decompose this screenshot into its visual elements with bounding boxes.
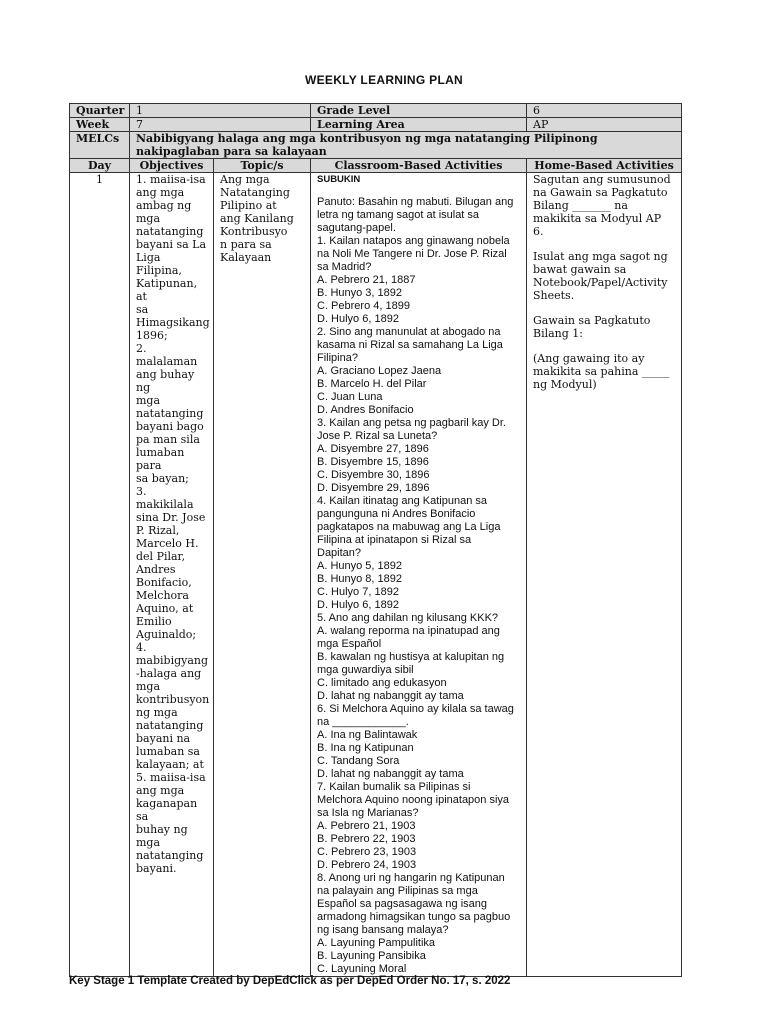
header-topics: Topic/s [214, 159, 311, 173]
grade-level-label: Grade Level [311, 104, 527, 118]
text-line: kaganapan sa [136, 797, 198, 823]
text-line: mga [136, 836, 161, 849]
text-line: sa bayan; [136, 472, 189, 485]
header-home-activities: Home-Based Activities [527, 159, 682, 173]
text-line: del Pilar, [136, 550, 186, 563]
text-line: Español sa pagsasagawa ng isang [317, 898, 488, 910]
text-line: kalayaan; at [136, 758, 204, 771]
text-line: 2. Sino ang manunulat at abogado na [317, 326, 501, 338]
text-line: Pilipino at [220, 199, 277, 212]
text-line: Ang mga [220, 173, 270, 186]
grade-level-value: 6 [527, 104, 682, 118]
text-line: ang buhay ng [136, 368, 195, 394]
text-line: makikita sa pahina _____ [533, 365, 670, 378]
text-line: B. Layuning Pansibika [317, 950, 426, 962]
text-line: B. Hunyo 3, 1892 [317, 287, 403, 299]
text-line: A. Disyembre 27, 1896 [317, 443, 429, 455]
text-line: 5. Ano ang dahilan ng kilusang KKK? [317, 612, 499, 624]
text-line: C. Juan Luna [317, 391, 383, 403]
text-line: A. Pebrero 21, 1903 [317, 820, 416, 832]
text-line: Isulat ang mga sagot ng [533, 250, 668, 263]
text-line: 5. maiisa-isa [136, 771, 206, 784]
text-line: na Noli Me Tangere ni Dr. Jose P. Rizal [317, 248, 507, 260]
text-line: Marcelo H. [136, 537, 199, 550]
text-line: Jose P. Rizal sa Luneta? [317, 430, 438, 442]
text-line: 1896; [136, 329, 168, 342]
home-activities-cell [527, 173, 682, 977]
home-activity-number [533, 314, 675, 340]
topic-cell [214, 173, 311, 977]
text-line: Notebook/Papel/Activity [533, 276, 668, 289]
text-line: pagkatapos na mabuwag ang La Liga [317, 521, 501, 533]
text-line: 4. [136, 641, 147, 654]
text-line: kontribusyon [136, 693, 210, 706]
quarter-row [70, 104, 682, 118]
text-line: C. Pebrero 23, 1903 [317, 846, 417, 858]
text-line: C. Disyembre 30, 1896 [317, 469, 430, 481]
text-line: buhay ng [136, 823, 188, 836]
quarter-value: 1 [130, 104, 311, 118]
text-line: bayani na [136, 732, 191, 745]
text-line: Filipina? [317, 352, 358, 364]
template-footer: Key Stage 1 Template Created by DepEdClick as per DepEd Order No. 17, s. 2022 [69, 975, 511, 987]
text-line: na Gawain sa Pagkatuto [533, 186, 668, 199]
objectives-text [136, 173, 210, 875]
text-line: D. Pebrero 24, 1903 [317, 859, 417, 871]
text-line: Natatanging [220, 186, 290, 199]
text-line: Filipina at ipinatapon si Rizal sa [317, 534, 472, 546]
text-line: P. Rizal, [136, 524, 180, 537]
home-page-reference [533, 352, 675, 391]
text-line: A. Pebrero 21, 1887 [317, 274, 416, 286]
text-line: bayani sa La [136, 238, 207, 251]
text-line: 3. Kailan ang petsa ng pagbaril kay Dr. [317, 417, 506, 429]
text-line: B. Disyembre 15, 1896 [317, 456, 429, 468]
text-line: ang Kanilang [220, 212, 294, 225]
text-line: B. Pebrero 22, 1903 [317, 833, 416, 845]
text-line: Melchora [136, 589, 189, 602]
text-line: ang mga [136, 186, 185, 199]
text-line: B. Ina ng Katipunan [317, 742, 414, 754]
text-line: lumaban sa [136, 745, 200, 758]
text-line: letra ng tamang sagot at isulat sa [317, 209, 480, 221]
text-line: lumaban para [136, 446, 185, 472]
text-line: na palayain ang Pilipinas sa mga [317, 885, 478, 897]
header-day: Day [70, 159, 130, 173]
melcs-value: Nabibigyang halaga ang mga kontribusyon ng mga natatanging Pilipinong nakipaglaban para sa kalayaan [130, 132, 682, 159]
text-line: natatanging [136, 225, 204, 238]
text-line: 1. maiisa-isa [136, 173, 206, 186]
text-line: D. lahat ng nabanggit ay tama [317, 768, 464, 780]
text-line: ng isang bansang malaya? [317, 924, 449, 936]
text-line: sagutang-papel. [317, 222, 396, 234]
text-line: bayani bago [136, 420, 204, 433]
text-line: natatanging [136, 849, 204, 862]
text-line: C. Layuning Moral [317, 963, 407, 975]
text-line: mga [136, 212, 161, 225]
text-line: Panuto: Basahin ng mabuti. Bilugan ang [317, 196, 514, 208]
text-line: ng Modyul) [533, 378, 597, 391]
text-line: 8. Anong uri ng hangarin ng Katipunan [317, 872, 505, 884]
week-label: Week [70, 118, 130, 132]
objectives-cell [130, 173, 214, 977]
text-line: -halaga ang [136, 667, 202, 680]
text-line: bawat gawain sa [533, 263, 627, 276]
text-line: 6. Si Melchora Aquino ay kilala sa tawag [317, 703, 514, 715]
text-line: ng mga [136, 706, 178, 719]
text-line: A. walang reporma na ipinatupad ang [317, 625, 500, 637]
home-answer-note [533, 250, 675, 302]
text-line: mga Español [317, 638, 382, 650]
quarter-label: Quarter [70, 104, 130, 118]
header-objectives: Objectives [130, 159, 214, 173]
text-line: D. Hulyo 6, 1892 [317, 313, 399, 325]
text-line: 7. Kailan bumalik sa Pilipinas si [317, 781, 471, 793]
text-line: natatanging [136, 719, 204, 732]
text-line: sa Madrid? [317, 261, 372, 273]
text-line: C. Hulyo 7, 1892 [317, 586, 399, 598]
text-line: A. Ina ng Balintawak [317, 729, 418, 741]
text-line: 6. [533, 225, 544, 238]
text-line: Emilio [136, 615, 172, 628]
text-line: Sagutan ang sumusunod [533, 173, 671, 186]
text-line: Bonifacio, [136, 576, 192, 589]
text-line: mabibigyang [136, 654, 209, 667]
topic-text [220, 173, 304, 264]
week-row [70, 118, 682, 132]
text-line: Liga Filipina, [136, 251, 182, 277]
text-line: Melchora Aquino noong ipinatapon siya [317, 794, 510, 806]
text-line: armadong himagsikan tungo sa pagbuo [317, 911, 511, 923]
text-line: D. Hulyo 6, 1892 [317, 599, 399, 611]
learning-area-value: AP [527, 118, 682, 132]
text-line: Kontribusyo [220, 225, 288, 238]
text-line: Bilang 1: [533, 327, 584, 340]
quiz-questions [317, 196, 520, 976]
text-line: Katipunan, at [136, 277, 198, 303]
text-line: makikita sa Modyul AP [533, 212, 662, 225]
text-line: Aquino, at [136, 602, 194, 615]
text-line: Kalayaan [220, 251, 272, 264]
text-line: D. Disyembre 29, 1896 [317, 482, 430, 494]
text-line: D. lahat ng nabanggit ay tama [317, 690, 464, 702]
text-line: pangunguna ni Andres Bonifacio [317, 508, 476, 520]
text-line: Dapitan? [317, 547, 362, 559]
text-line: B. Marcelo H. del Pilar [317, 378, 427, 390]
text-line: kasama ni Rizal sa samahang La Liga [317, 339, 503, 351]
text-line: pa man sila [136, 433, 200, 446]
classroom-activities-cell [311, 173, 527, 977]
text-line: sa [136, 303, 149, 316]
week-value: 7 [130, 118, 311, 132]
text-line: C. limitado ang edukasyon [317, 677, 447, 689]
text-line: ambag ng [136, 199, 192, 212]
text-line: Gawain sa Pagkatuto [533, 314, 651, 327]
melcs-label: MELCs [70, 132, 130, 159]
text-line: A. Graciano Lopez Jaena [317, 365, 442, 377]
text-line: Sheets. [533, 289, 575, 302]
text-line: mga guwardiya sibil [317, 664, 414, 676]
text-line: Himagsikang [136, 316, 210, 329]
text-line: mga [136, 680, 161, 693]
text-line: A. Hunyo 5, 1892 [317, 560, 403, 572]
subukin-heading: SUBUKIN [317, 174, 361, 185]
text-line: sa Isla ng Marianas? [317, 807, 419, 819]
text-line: 4. Kailan itinatag ang Katipunan sa [317, 495, 488, 507]
text-line: Aguinaldo; [136, 628, 197, 641]
text-line: 3. makikilala [136, 485, 194, 511]
melcs-row [70, 132, 682, 159]
day-number: 1 [70, 173, 130, 977]
text-line: Bilang _______ na [533, 199, 628, 212]
page-title: WEEKLY LEARNING PLAN [304, 73, 463, 87]
text-line: bayani. [136, 862, 177, 875]
text-line: A. Layuning Pampulitika [317, 937, 436, 949]
text-line: Andres [136, 563, 176, 576]
header-classroom-activities: Classroom-Based Activities [311, 159, 527, 173]
column-header-row [70, 159, 682, 173]
text-line: ang mga [136, 784, 185, 797]
text-line: na ____________. [317, 716, 409, 728]
weekly-learning-plan-table [69, 103, 682, 977]
text-line: (Ang gawaing ito ay [533, 352, 645, 365]
text-line: D. Andres Bonifacio [317, 404, 414, 416]
home-instructions [533, 173, 675, 238]
text-line: B. kawalan ng hustisya at kalupitan ng [317, 651, 505, 663]
text-line: n para sa [220, 238, 272, 251]
day-row [70, 173, 682, 977]
text-line: mga [136, 394, 161, 407]
text-line: B. Hunyo 8, 1892 [317, 573, 403, 585]
learning-area-label: Learning Area [311, 118, 527, 132]
text-line: 2. malalaman [136, 342, 198, 368]
text-line: C. Tandang Sora [317, 755, 400, 767]
text-line: 1. Kailan natapos ang ginawang nobela [317, 235, 510, 247]
text-line: sina Dr. Jose [136, 511, 206, 524]
text-line: C. Pebrero 4, 1899 [317, 300, 410, 312]
text-line: natatanging [136, 407, 204, 420]
